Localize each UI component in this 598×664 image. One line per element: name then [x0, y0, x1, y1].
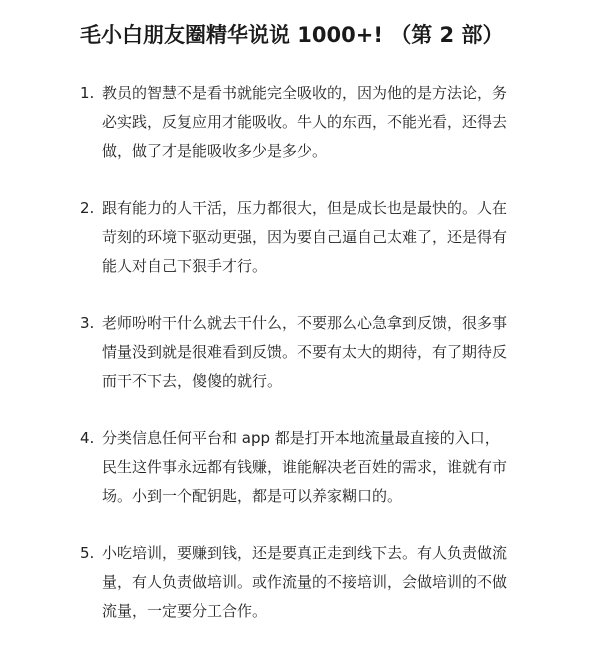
list-item-number: 5.	[80, 544, 95, 562]
list-item-number: 3.	[80, 314, 95, 332]
list-item-text: 老师吩咐干什么就去干什么，不要那么心急拿到反馈，很多事情量没到就是很难看到反馈。不要有太大的期待，有了期待反而干不下去，傻傻的就行。	[102, 314, 508, 390]
list-item-text: 小吃培训，要赚到钱，还是要真正走到线下去。有人负责做流量，有人负责做培训。或作流量的不接培训，会做培训的不做流量，一定要分工合作。	[102, 544, 508, 620]
list-item-text: 分类信息任何平台和 app 都是打开本地流量最直接的入口，民生这件事永远都有钱赚，谁能解决老百姓的需求，谁就有市场。小到一个配钥匙，都是可以养家糊口的。	[102, 429, 508, 505]
list-item-text: 教员的智慧不是看书就能完全吸收的，因为他的是方法论，务必实践，反复应用才能吸收。牛人的东西，不能光看，还得去做，做了才是能吸收多少是多少。	[102, 84, 508, 160]
document-title: 毛小白朋友圈精华说说 1000+! （第 2 部）	[80, 23, 504, 47]
list-item-number: 4.	[80, 429, 95, 447]
list-item-number: 1.	[80, 84, 95, 102]
list-item-text: 跟有能力的人干活，压力都很大，但是成长也是最快的。人在苛刻的环境下驱动更强，因为要自己逼自己太难了，还是得有能人对自己下狠手才行。	[102, 199, 508, 275]
list-item-number: 2.	[80, 199, 95, 217]
